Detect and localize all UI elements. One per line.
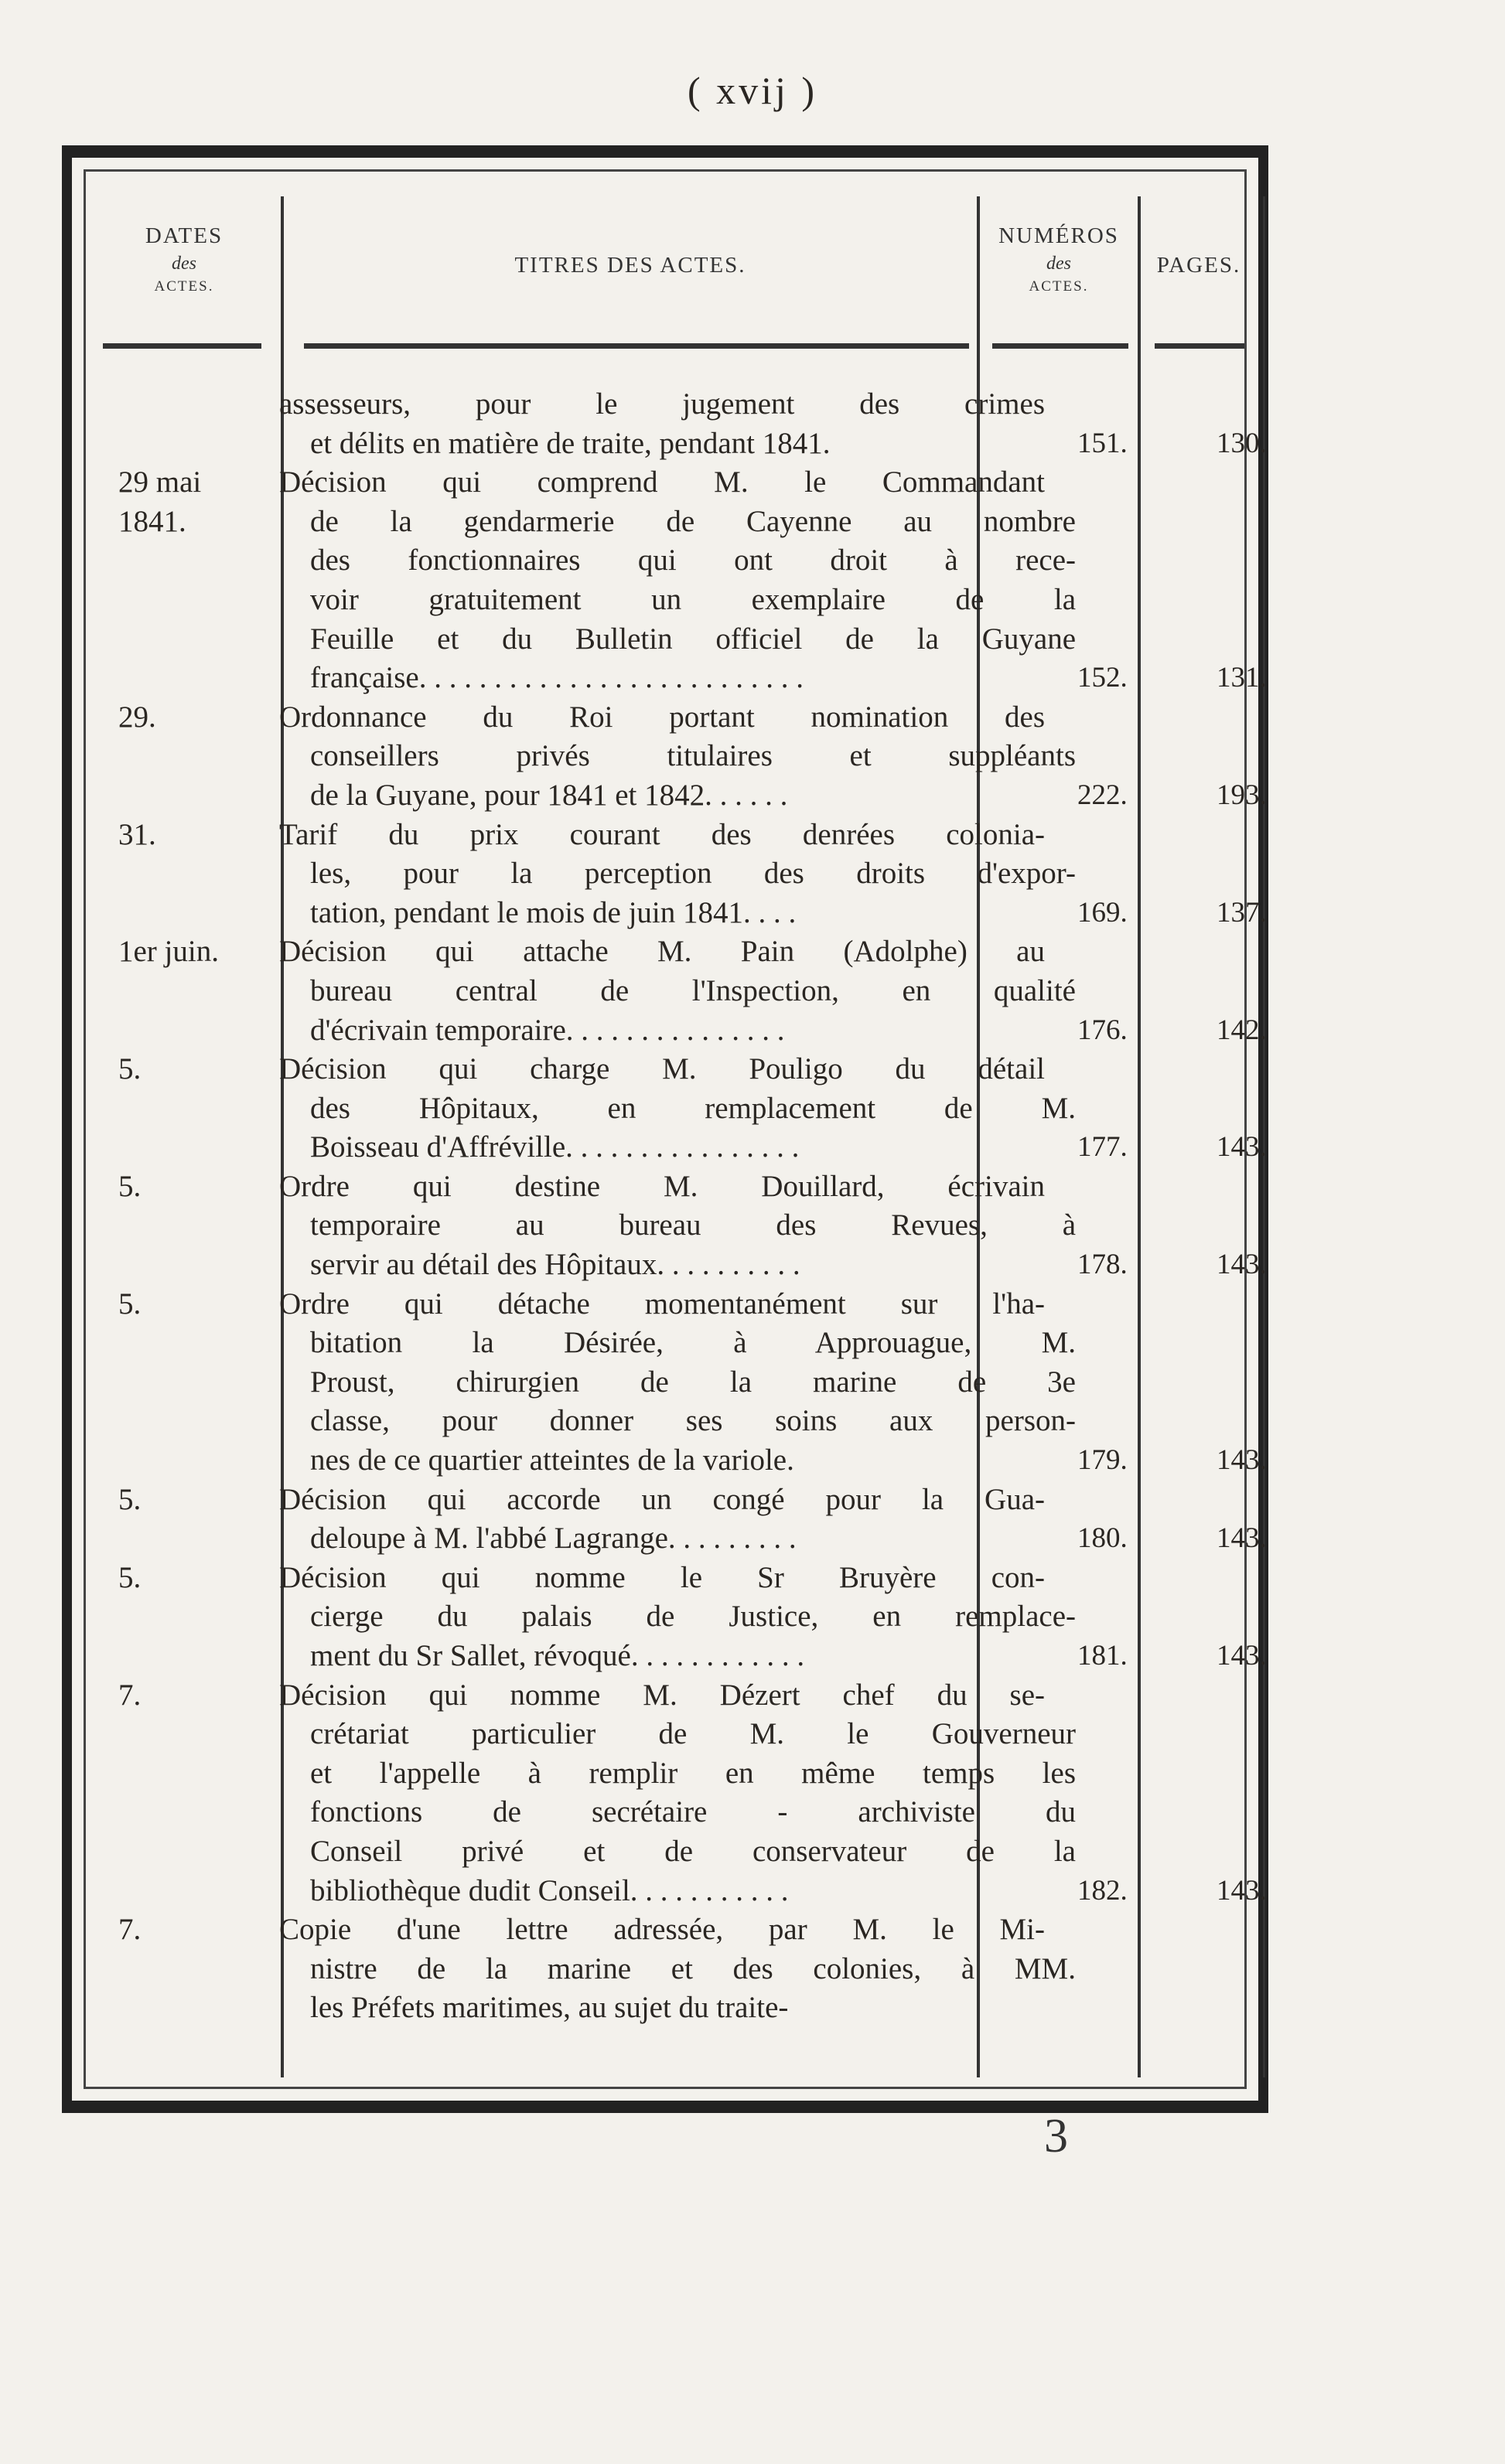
list-item <box>72 698 1267 816</box>
entry-title-line: Ordre qui destine M. Douillard, écrivain <box>279 1169 1045 1203</box>
list-item <box>72 1910 1258 2028</box>
entry-title-line: de la gendarmerie de Cayenne au nombre <box>310 504 1076 538</box>
header-rule-titres <box>304 343 969 349</box>
entry-title-line: voir gratuitement un exemplaire de la <box>310 582 1076 616</box>
entry-title-line: cierge du palais de Justice, en remplace- <box>310 1600 1076 1634</box>
entry-title-line: assesseurs, pour le jugement des crimes <box>279 387 1045 421</box>
entry-title-line: conseillers privés titulaires et suppléants <box>310 739 1076 773</box>
entry-page: 137. <box>1217 896 1267 929</box>
entry-title-line: temporaire au bureau des Revues, à <box>310 1208 1076 1242</box>
entry-date-line: 29 mai <box>118 465 202 499</box>
list-item <box>72 1559 1267 1676</box>
entry-title-line: deloupe à M. l'abbé Lagrange. . . . . . . . . <box>310 1522 797 1556</box>
entry-date-line: 5. <box>118 1287 142 1321</box>
entry-title-line: servir au détail des Hôpitaux. . . . . . . . . . <box>310 1248 800 1282</box>
entry-page: 130. <box>1217 427 1267 459</box>
entry-number: 152. <box>1077 662 1128 694</box>
entry-number: 179. <box>1077 1444 1128 1477</box>
entry-date-line: 5. <box>118 1052 142 1086</box>
entry-title-line: Proust, chirurgien de la marine de 3e <box>310 1365 1076 1399</box>
header-numeros-line2: des <box>1046 254 1071 274</box>
header-rule-pages <box>1155 343 1244 349</box>
entry-date-line: 1841. <box>118 504 186 538</box>
entry-date-line: 7. <box>118 1913 142 1947</box>
entry-number: 178. <box>1077 1249 1128 1281</box>
entry-title-line: Décision qui attache M. Pain (Adolphe) au <box>279 935 1045 969</box>
entry-page: 143. <box>1217 1522 1267 1555</box>
entry-title-line: Tarif du prix courant des denrées colonia- <box>279 817 1045 851</box>
entry-title-line: bitation la Désirée, à Approuague, M. <box>310 1326 1076 1360</box>
entry-title-line: française. . . . . . . . . . . . . . . . . . . . . . . . . . <box>310 661 804 695</box>
header-rule-numeros <box>992 343 1128 349</box>
entry-title-line: Décision qui nomme le Sr Bruyère con- <box>279 1560 1045 1594</box>
header-dates-line2: des <box>172 254 196 274</box>
entry-date-line: 29. <box>118 700 156 734</box>
entry-page: 143. <box>1217 1640 1267 1672</box>
header-numeros <box>980 221 1138 296</box>
entry-title-line: Conseil privé et de conservateur de la <box>310 1834 1076 1868</box>
entry-title-line: et délits en matière de traite, pendant 1841. <box>310 426 831 460</box>
entry-page: 143. <box>1217 1249 1267 1281</box>
list-item <box>72 816 1267 933</box>
entry-title-line: Ordonnance du Roi portant nomination des <box>279 700 1045 734</box>
entry-date-line: 5. <box>118 1560 142 1594</box>
entry-title-line: bureau central de l'Inspection, en qualité <box>310 973 1076 1007</box>
entry-title-line: Décision qui accorde un congé pour la Gua- <box>279 1482 1045 1516</box>
entry-number: 177. <box>1077 1131 1128 1164</box>
entry-title-line: bibliothèque dudit Conseil. . . . . . . . . . . <box>310 1873 789 1907</box>
table-frame <box>62 145 1268 2113</box>
entry-title-line: les, pour la perception des droits d'expor- <box>310 857 1076 891</box>
entry-page: 143. <box>1217 1874 1267 1907</box>
entry-date-line: 1er juin. <box>118 935 219 969</box>
header-numeros-line3: ACTES. <box>1029 278 1089 295</box>
entry-title-line: de la Guyane, pour 1841 et 1842. . . . . . <box>310 778 788 812</box>
entry-number: 176. <box>1077 1014 1128 1046</box>
entry-page: 142. <box>1217 1014 1267 1046</box>
list-item <box>72 932 1267 1050</box>
header-dates <box>87 221 281 296</box>
header-pages: PAGES. <box>1156 253 1241 278</box>
entry-date-line: 5. <box>118 1169 142 1203</box>
folio-signature: 3 <box>1044 2110 1068 2162</box>
entry-title-line: tation, pendant le mois de juin 1841. . . . <box>310 895 797 929</box>
header-rule-dates <box>103 343 261 349</box>
entry-number: 182. <box>1077 1874 1128 1907</box>
entry-number: 180. <box>1077 1522 1128 1555</box>
header-titres: TITRES DES ACTES. <box>514 253 746 278</box>
page-header: ( xvij ) <box>687 69 818 112</box>
entry-title-line: nistre de la marine et des colonies, à MM. <box>310 1951 1076 1985</box>
entry-page: 193. <box>1217 779 1267 811</box>
entry-date-line: 7. <box>118 1678 142 1712</box>
entry-page: 143. <box>1217 1444 1267 1477</box>
header-dates-line1: DATES <box>145 223 224 248</box>
entry-title-line: des fonctionnaires qui ont droit à rece- <box>310 544 1076 578</box>
entry-number: 222. <box>1077 779 1128 811</box>
entry-title-line: fonctions de secrétaire - archiviste du <box>310 1795 1076 1829</box>
entry-title-line: ment du Sr Sallet, révoqué. . . . . . . . . . . . <box>310 1639 805 1672</box>
entry-number: 151. <box>1077 427 1128 459</box>
entry-title-line: Décision qui charge M. Pouligo du détail <box>279 1052 1045 1086</box>
entry-title-line: Copie d'une lettre adressée, par M. le Mi- <box>279 1913 1045 1947</box>
entry-title-line: d'écrivain temporaire. . . . . . . . . . . . . . . <box>310 1013 785 1047</box>
entry-title-line: crétariat particulier de M. le Gouverneur <box>310 1717 1076 1751</box>
entry-title-line: Ordre qui détache momentanément sur l'ha- <box>279 1287 1045 1321</box>
list-item <box>72 1050 1267 1167</box>
entry-page: 131. <box>1217 662 1267 694</box>
entry-title-line: Boisseau d'Affréville. . . . . . . . . . . . . . . . <box>310 1130 800 1164</box>
entry-title-line: Feuille et du Bulletin officiel de la Guyane <box>310 622 1076 656</box>
entry-number: 181. <box>1077 1640 1128 1672</box>
entry-title-line: nes de ce quartier atteintes de la variole. <box>310 1443 794 1477</box>
entry-title-line: Décision qui nomme M. Dézert chef du se- <box>279 1678 1045 1712</box>
entry-page: 143. <box>1217 1131 1267 1164</box>
header-dates-line3: ACTES. <box>154 278 214 295</box>
entry-title-line: classe, pour donner ses soins aux person- <box>310 1404 1076 1438</box>
list-item <box>72 385 1267 463</box>
entry-number: 169. <box>1077 896 1128 929</box>
entry-title-line: les Préfets maritimes, au sujet du traite- <box>310 1991 789 2025</box>
entry-date-line: 5. <box>118 1482 142 1516</box>
list-item <box>72 1285 1267 1481</box>
entry-title-line: des Hôpitaux, en remplacement de M. <box>310 1091 1076 1125</box>
entry-date-line: 31. <box>118 817 156 851</box>
entry-title-line: et l'appelle à remplir en même temps les <box>310 1756 1076 1790</box>
list-item <box>72 1676 1267 1911</box>
entries-list <box>72 385 1267 2028</box>
list-item <box>72 1481 1267 1559</box>
list-item <box>72 463 1267 698</box>
entry-title-line: Décision qui comprend M. le Commandant <box>279 465 1045 499</box>
header-numeros-line1: NUMÉROS <box>998 223 1119 248</box>
list-item <box>72 1167 1267 1285</box>
